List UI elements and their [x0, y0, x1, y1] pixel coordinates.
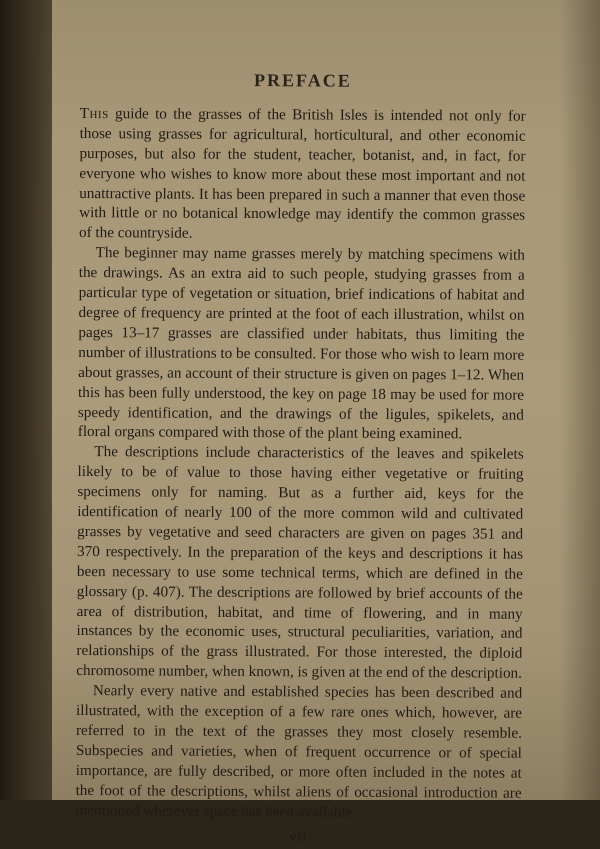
paragraph-4: Nearly every native and established species has been described and illustrated, with the exception of a few rare ones which, however, are referred to in the text of the grasses they most closely resemble. Subspecies and varieties, when of frequent occurrence or of special importance, are fully described, or more often included in the notes at the foot of the descriptions, whilst aliens of occasional introduction are mentioned wherever space has been available.	[75, 682, 523, 821]
page-edge-shadow	[560, 0, 600, 800]
paragraph-2: The beginner may name grasses merely by matching specimens with the drawings. As an extra aid to such people, studying grasses from a particular type of vegetation or situation, brief indications of habitat and degree of frequency are printed at the foot of each illustration, whilst on pages 13–17 grasses are classified under habitats, thus limiting the number of illustrations to be consulted. For those who wish to learn more about grasses, an account of their structure is given on pages 1–12. When this has been fully understood, the key on page 18 may be used for more speedy identification, and the drawings of the ligules, spikelets, and floral organs compared with those of the plant being examined.	[77, 244, 525, 443]
page-number: vii	[289, 829, 308, 845]
page-content	[75, 70, 526, 849]
paragraph-3: The descriptions include characteristics of the leaves and spikelets likely to be of value to those having either vegetative or fruiting specimens only for naming. But as a further aid, keys for the identification of nearly 100 of the more common wild and cultivated grasses by vegetative and seed characters are given on pages 351 and 370 respectively. In the preparation of the keys and descriptions it has been necessary to use some technical terms, which are defined in the glossary (p. 407). The descriptions are followed by brief accounts of the area of distribution, habitat, and time of flowering, and in many instances by the economic uses, structural peculiarities, variation, and relationships of the grass illustrated. For those interested, the diploid chromosome number, when known, is given at the end of the description.	[76, 443, 524, 682]
paragraph-1-text: guide to the grasses of the British Isles is intended not only for those using grasses for agricultural, horticultural, and other economic purposes, but also for the student, teacher, botanist, and, in fact, for everyone who wishes to know more about these most important and not unattractive plants. It has been prepared in such a manner that even those with little or no botanical knowledge may identify the common grasses of the countryside.	[78, 105, 526, 243]
page-title: PREFACE	[254, 70, 352, 91]
lead-word: This	[79, 104, 109, 123]
paragraph-1	[79, 104, 526, 246]
